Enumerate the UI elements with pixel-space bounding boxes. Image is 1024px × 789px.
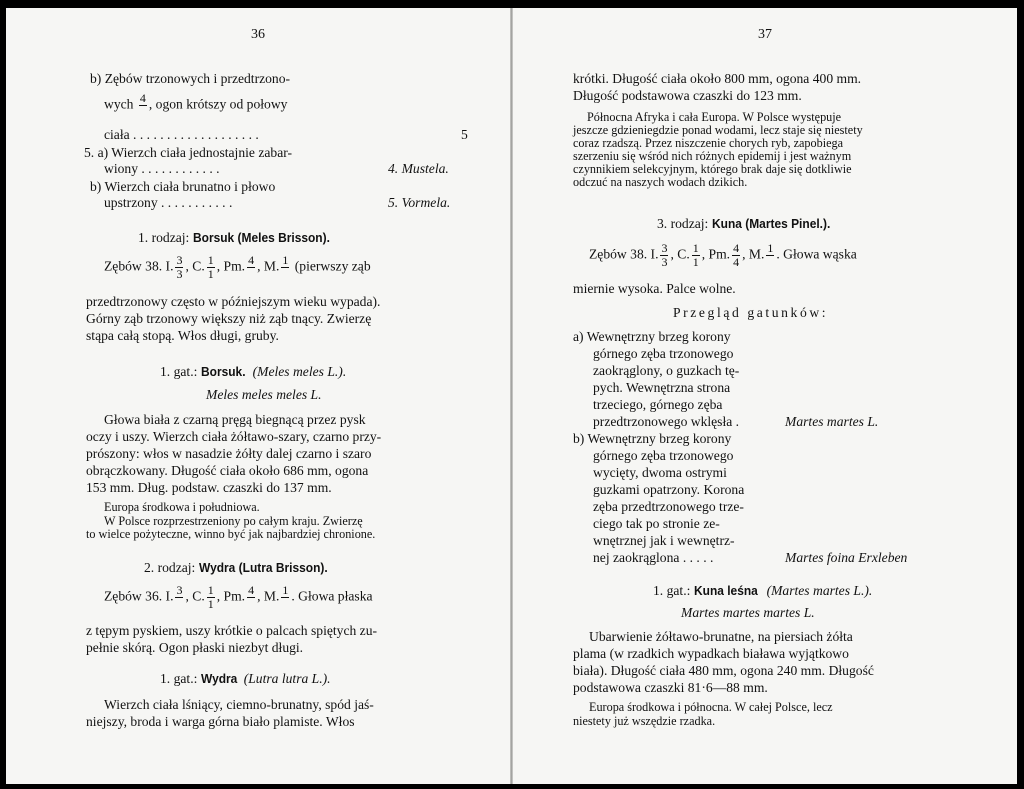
scan-edge xyxy=(0,0,1024,8)
marten-desc: miernie wysoka. Palce wolne. xyxy=(573,281,736,296)
badger-desc-3: stąpa całą stopą. Włos długi, gruby. xyxy=(86,328,279,343)
key-5a-line-1: 5. a) Wierzch ciała jednostajnie zabar- xyxy=(84,145,293,160)
badger-range-3: to wielce pożyteczne, winno być jak najbardziej chronione. xyxy=(86,527,376,541)
key-b-line-4: guzkami opatrzony. Korona xyxy=(593,482,745,497)
page-number: 36 xyxy=(251,27,265,42)
dental-formula-marten: Zębów 38. I. $\frac{3}{3}$ , C. $\frac{1}{1}$ , Pm. $\frac{4}{4}$ , M. 1 . Głowa wąska xyxy=(589,241,857,269)
otter-body-2: niejszy, broda i warga górna biało plamiste. Włos xyxy=(86,714,355,729)
otter-range-6: odczuć na naszych wodach dzikich. xyxy=(573,175,748,189)
otter-cont-1: krótki. Długość ciała około 800 mm, ogona 400 mm. xyxy=(573,71,862,86)
key-b-species: Martes foina Erxleben xyxy=(785,550,908,565)
key-5b-line-2: upstrzony . . . . . . . . . . . xyxy=(104,195,233,210)
dental-formula-otter: Zębów 36. I. 3 , C. $\frac{1}{1}$ , Pm. 4 , M. 1 . Głowa płaska xyxy=(104,583,373,611)
badger-range-2: W Polsce rozprzestrzeniony po całym kraju. Zwierzę xyxy=(104,514,363,528)
subspecies-badger: Meles meles meles L. xyxy=(206,387,322,402)
key-b-line-3: wycięty, dwoma ostrymi xyxy=(593,465,727,480)
otter-range-1: Północna Afryka i cała Europa. W Polsce występuje xyxy=(587,110,842,124)
marten-range-2: niestety już wszędzie rzadka. xyxy=(573,714,716,728)
key-a-line-1: a) Wewnętrzny brzeg korony xyxy=(573,329,731,344)
badger-body-2: oczy i uszy. Wierzch ciała żółtawo-szary, czarno przy- xyxy=(86,429,382,444)
species-heading-otter: 1. gat.: Wydra (Lutra lutra L.). xyxy=(160,671,331,686)
key-a-line-5: trzeciego, górnego zęba xyxy=(593,397,723,412)
key-a-line-6: przedtrzonowego wklęsła . xyxy=(593,414,740,429)
key-b-line-1: b) Wewnętrzny brzeg korony xyxy=(573,431,732,446)
otter-range-4: szerzeniu się wśród nich różnych epidemij i jest ważnym xyxy=(573,149,852,163)
marten-body-1: Ubarwienie żółtawo-brunatne, na piersiach żółta xyxy=(589,629,853,644)
species-heading-marten: 1. gat.: Kuna leśna (Martes martes L.). xyxy=(653,583,873,598)
dental-formula-badger: Zębów 38. I. $\frac{3}{3}$ , C. $\frac{1}{1}$ , Pm. 4 , M. 1 (pierwszy ząb xyxy=(104,253,371,281)
book-spread xyxy=(6,8,1017,784)
genus-heading-badger: 1. rodzaj: Borsuk (Meles Brisson). xyxy=(138,230,330,245)
badger-desc-1: przedtrzonowy często w późniejszym wieku wypada). xyxy=(86,294,381,309)
badger-range-1: Europa środkowa i południowa. xyxy=(104,500,260,514)
genus-heading-marten: 3. rodzaj: Kuna (Martes Pinel.). xyxy=(657,216,831,231)
otter-range-5: czynnikiem selekcyjnym, którego brak daje się dotkliwie xyxy=(573,162,852,176)
key-b-line-2: górnego zęba trzonowego xyxy=(593,448,734,463)
species-heading-badger: 1. gat.: Borsuk. (Meles meles L.). xyxy=(160,364,347,379)
key-a-line-3: zaokrąglony, o guzkach tę- xyxy=(593,363,740,378)
otter-range-2: jeszcze gdzieniegdzie ponad wodami, lecz staje się niestety xyxy=(573,123,863,137)
genus-heading-otter: 2. rodzaj: Wydra (Lutra Brisson). xyxy=(144,560,328,575)
badger-body-3: prószony: włos w nasadzie żółty dalej czarno i szaro xyxy=(86,446,372,461)
left-page xyxy=(6,8,510,784)
key-b-line-8: nej zaokrąglona . . . . . xyxy=(593,550,714,565)
badger-body-1: Głowa biała z czarną pręgą biegnącą przez pysk xyxy=(104,412,366,427)
key-5b-genus: 5. Vormela. xyxy=(388,195,451,210)
badger-body-5: 153 mm. Dług. podstaw. czaszki do 137 mm. xyxy=(86,480,332,495)
marten-body-3: biała). Długość ciała 480 mm, ogona 240 mm. Długość xyxy=(573,663,874,678)
key-b-line-3: ciała . . . . . . . . . . . . . . . . . . . xyxy=(104,127,259,142)
page-number: 37 xyxy=(758,27,772,42)
key-5a-genus: 4. Mustela. xyxy=(388,161,449,176)
key-a-line-4: pych. Wewnętrzna strona xyxy=(593,380,731,395)
otter-range-3: coraz rzadszą. Przez niszczenie chorych ryb, zapobiega xyxy=(573,136,843,150)
key-b-lead-number: 5 xyxy=(461,127,468,142)
key-b-line-5: zęba przedtrzonowego trze- xyxy=(593,499,744,514)
key-5b-line-1: b) Wierzch ciała brunatno i płowo xyxy=(90,179,276,194)
key-a-species: Martes martes L. xyxy=(785,414,879,429)
key-b-line-6: ciego tak po stronie ze- xyxy=(593,516,720,531)
marten-body-2: plama (w rzadkich wypadkach biaława wyjątkowo xyxy=(573,646,849,661)
subspecies-marten: Martes martes martes L. xyxy=(681,605,815,620)
key-b-line-2: wych 4 , ogon krótszy od połowy xyxy=(104,92,287,119)
badger-desc-2: Górny ząb trzonowy większy niż ząb tnący. Zwierzę xyxy=(86,311,372,326)
key-a-line-2: górnego zęba trzonowego xyxy=(593,346,734,361)
marten-range-1: Europa środkowa i północna. W całej Polsce, lecz xyxy=(589,700,833,714)
overview-heading: Przegląd gatunków: xyxy=(673,305,829,320)
badger-body-4: obrączkowany. Długość ciała około 686 mm, ogona xyxy=(86,463,369,478)
marten-body-4: podstawowa czaszki 81·6—88 mm. xyxy=(573,680,768,695)
right-page xyxy=(513,8,1017,784)
otter-desc-2: pełnie skórą. Ogon płaski niezbyt długi. xyxy=(86,640,304,655)
otter-cont-2: Długość podstawowa czaszki do 123 mm. xyxy=(573,88,802,103)
otter-desc-1: z tępym pyskiem, uszy krótkie o palcach spiętych zu- xyxy=(86,623,378,638)
key-5a-line-2: wiony . . . . . . . . . . . . xyxy=(104,161,220,176)
fraction: 4 xyxy=(139,91,146,105)
key-b-line-1: b) Zębów trzonowych i przedtrzono- xyxy=(90,71,291,86)
key-b-line-7: wnętrznej jak i wewnętrz- xyxy=(593,533,735,548)
otter-body-1: Wierzch ciała lśniący, ciemno-brunatny, spód jaś- xyxy=(104,697,374,712)
